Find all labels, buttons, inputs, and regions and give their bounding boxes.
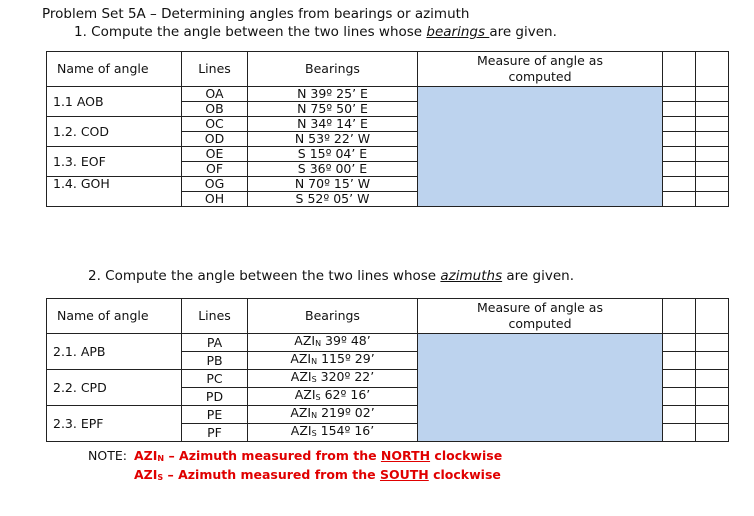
line-label: OC [182, 117, 248, 132]
empty-cell [696, 177, 729, 192]
table-header-row [47, 299, 729, 334]
bearing-value: N 39º 25’ E [248, 87, 418, 102]
bearing-value: S 52º 05’ W [248, 192, 418, 207]
angle-name: 2.2. CPD [47, 370, 182, 406]
header-bearings: Bearings [248, 52, 418, 87]
bearing-value: N 75º 50’ E [248, 102, 418, 117]
azimuth-value: AZIN 39º 48’ [248, 334, 418, 352]
empty-cell [696, 334, 729, 352]
bearing-value: N 70º 15’ W [248, 177, 418, 192]
answer-area[interactable] [418, 87, 663, 207]
empty-cell [696, 388, 729, 406]
empty-cell [663, 352, 696, 370]
azimuth-value: AZIN 115º 29’ [248, 352, 418, 370]
empty-cell [663, 299, 696, 334]
bearing-value: S 36º 00’ E [248, 162, 418, 177]
bearings-table [46, 51, 729, 207]
azimuth-value: AZIS 154º 16’ [248, 424, 418, 442]
line-label: OG [182, 177, 248, 192]
section1-instruction: 1. Compute the angle between the two lines whose bearings are given. [74, 24, 557, 40]
line-label: PC [182, 370, 248, 388]
line-label: PF [182, 424, 248, 442]
note-line-south: AZIS – Azimuth measured from the SOUTH clockwise [134, 467, 501, 482]
line-label: OB [182, 102, 248, 117]
note-line-north: AZIN – Azimuth measured from the NORTH clockwise [134, 448, 503, 463]
empty-cell [663, 388, 696, 406]
angle-name: 2.3. EPF [47, 406, 182, 442]
empty-cell [696, 147, 729, 162]
empty-cell [696, 117, 729, 132]
empty-cell [663, 192, 696, 207]
table-row [47, 87, 729, 102]
azimuths-keyword: azimuths [440, 268, 503, 284]
empty-cell [663, 87, 696, 102]
empty-cell [663, 424, 696, 442]
page-title: Problem Set 5A – Determining angles from bearings or azimuth [42, 6, 470, 22]
line-label: OA [182, 87, 248, 102]
answer-area[interactable] [418, 334, 663, 442]
empty-cell [663, 334, 696, 352]
section2-instruction: 2. Compute the angle between the two lines whose azimuths are given. [88, 268, 574, 284]
empty-cell [696, 192, 729, 207]
header-lines: Lines [182, 299, 248, 334]
angle-name: 1.4. GOH [47, 177, 182, 207]
empty-cell [696, 52, 729, 87]
empty-cell [663, 177, 696, 192]
header-measure: Measure of angle as computed [418, 52, 663, 87]
header-bearings: Bearings [248, 299, 418, 334]
empty-cell [696, 132, 729, 147]
empty-cell [696, 424, 729, 442]
empty-cell [663, 147, 696, 162]
header-name-of-angle: Name of angle [47, 52, 182, 87]
empty-cell [663, 102, 696, 117]
line-label: PD [182, 388, 248, 406]
note-label: NOTE: [88, 448, 127, 463]
empty-cell [696, 299, 729, 334]
line-label: OE [182, 147, 248, 162]
angle-name: 1.1 AOB [47, 87, 182, 117]
empty-cell [663, 162, 696, 177]
azimuth-table [46, 298, 729, 442]
line-label: OH [182, 192, 248, 207]
line-label: OD [182, 132, 248, 147]
azimuth-value: AZIS 320º 22’ [248, 370, 418, 388]
empty-cell [663, 117, 696, 132]
empty-cell [663, 406, 696, 424]
empty-cell [663, 132, 696, 147]
bearing-value: S 15º 04’ E [248, 147, 418, 162]
angle-name: 1.2. COD [47, 117, 182, 147]
azimuth-value: AZIN 219º 02’ [248, 406, 418, 424]
angle-name: 2.1. APB [47, 334, 182, 370]
line-label: PA [182, 334, 248, 352]
line-label: PE [182, 406, 248, 424]
empty-cell [663, 370, 696, 388]
azimuth-value: AZIS 62º 16’ [248, 388, 418, 406]
empty-cell [696, 352, 729, 370]
empty-cell [696, 87, 729, 102]
angle-name: 1.3. EOF [47, 147, 182, 177]
empty-cell [696, 370, 729, 388]
line-label: OF [182, 162, 248, 177]
empty-cell [696, 406, 729, 424]
empty-cell [696, 162, 729, 177]
header-lines: Lines [182, 52, 248, 87]
table-header-row [47, 52, 729, 87]
line-label: PB [182, 352, 248, 370]
bearings-keyword: bearings [426, 24, 490, 40]
bearing-value: N 53º 22’ W [248, 132, 418, 147]
header-name-of-angle: Name of angle [47, 299, 182, 334]
table-row [47, 334, 729, 352]
empty-cell [696, 102, 729, 117]
bearing-value: N 34º 14’ E [248, 117, 418, 132]
empty-cell [663, 52, 696, 87]
header-measure: Measure of angle as computed [418, 299, 663, 334]
